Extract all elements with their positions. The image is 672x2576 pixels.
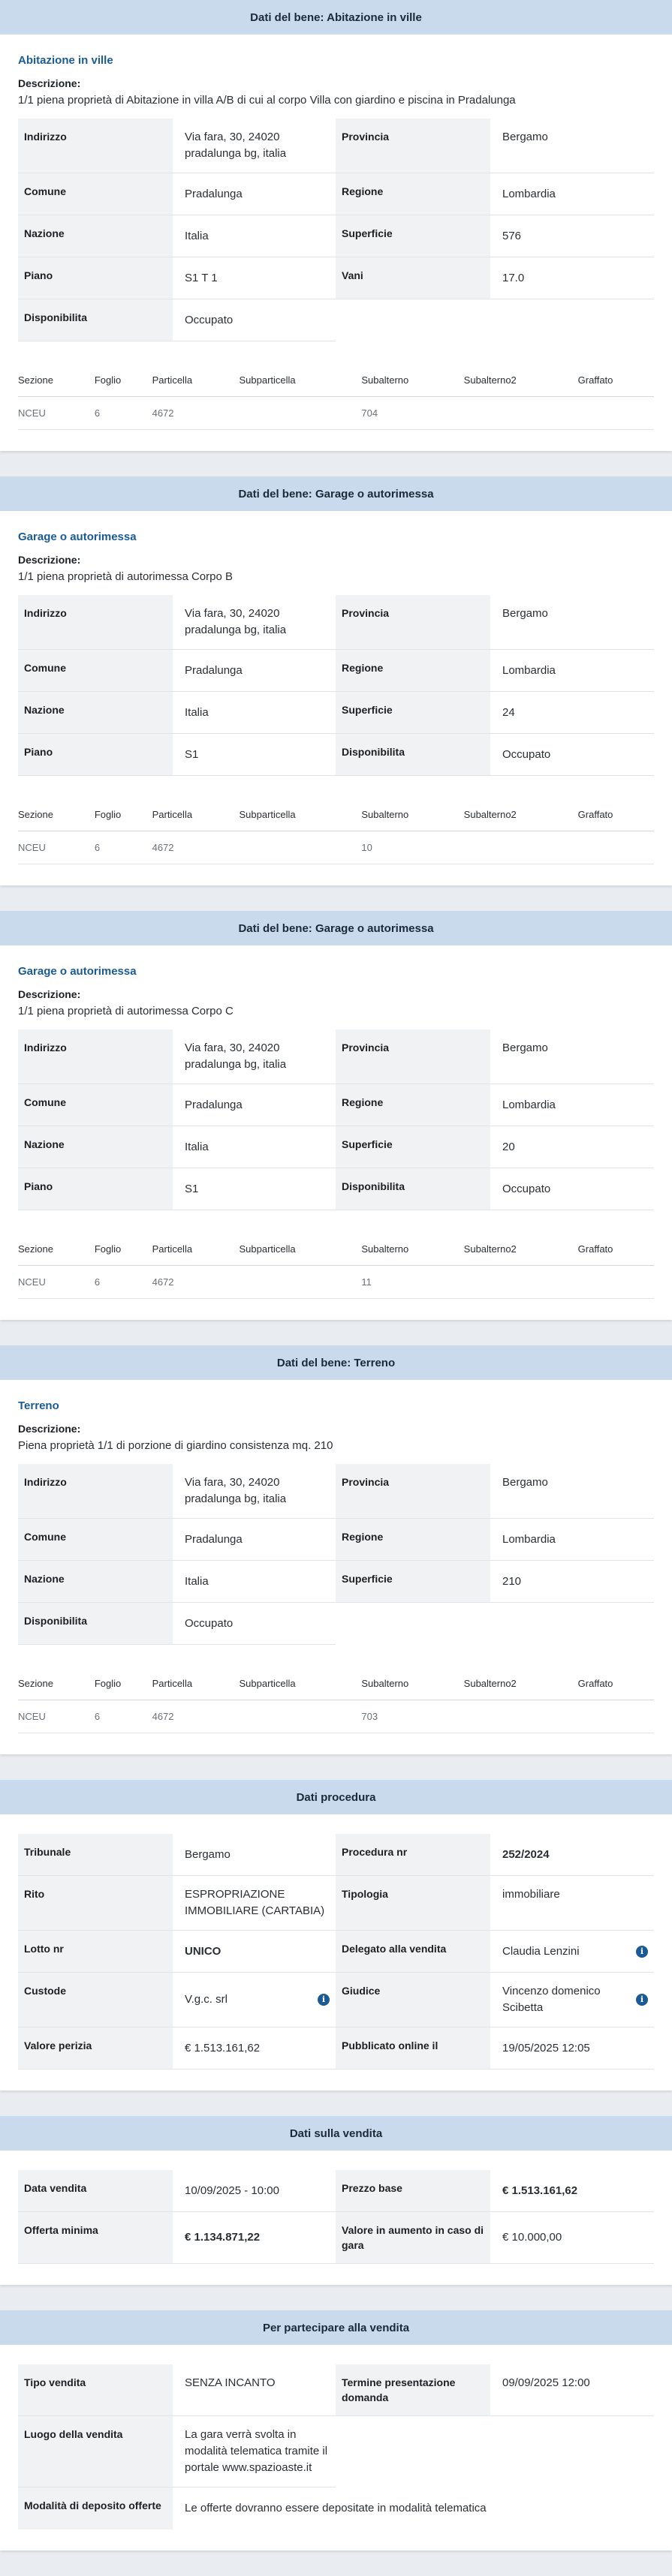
field-regione: Regione Lombardia <box>336 173 654 215</box>
field-nazione: Nazione Italia <box>18 1126 336 1168</box>
col-subalterno: Subalterno <box>361 1675 463 1700</box>
partecipare-grid <box>18 2364 654 2529</box>
col-particella: Particella <box>152 1675 240 1700</box>
asset-title: Terreno <box>18 1399 59 1412</box>
col-particella: Particella <box>152 1240 240 1266</box>
field-comune: Comune Pradalunga <box>18 173 336 215</box>
field-regione: Regione Lombardia <box>336 650 654 692</box>
col-graffato: Graffato <box>578 371 654 397</box>
field-piano: Piano S1 <box>18 1168 336 1210</box>
field-giudice: Giudice Vincenzo domenico Scibetta i <box>336 1973 654 2027</box>
col-graffato: Graffato <box>578 1675 654 1700</box>
card-header: Dati del bene: Abitazione in ville <box>0 0 672 35</box>
field-comune: Comune Pradalunga <box>18 1084 336 1126</box>
col-subalterno2: Subalterno2 <box>464 1675 578 1700</box>
field-tipo-vendita: Tipo vendita SENZA INCANTO <box>18 2364 336 2416</box>
col-subalterno: Subalterno <box>361 1240 463 1266</box>
field-indirizzo: Indirizzo Via fara, 30, 24020 pradalunga bg, italia <box>18 1029 336 1084</box>
procedura-grid <box>18 1834 654 2070</box>
field-superficie: Superficie 20 <box>336 1126 654 1168</box>
card-header: Dati del bene: Terreno <box>0 1345 672 1380</box>
cadastral-table <box>18 1240 654 1299</box>
field-custode: Custode V.g.c. srl i <box>18 1973 336 2027</box>
table-row: NCEU 6 4672 11 <box>18 1266 654 1299</box>
description-text: 1/1 piena proprietà di autorimessa Corpo C <box>18 1005 234 1017</box>
field-comune: Comune Pradalunga <box>18 1519 336 1561</box>
col-foglio: Foglio <box>95 1240 152 1266</box>
description-label: Descrizione: <box>18 77 81 89</box>
table-row: NCEU 6 4672 10 <box>18 831 654 864</box>
card-header: Dati sulla vendita <box>0 2116 672 2151</box>
col-subalterno: Subalterno <box>361 806 463 831</box>
card-header: Dati del bene: Garage o autorimessa <box>0 911 672 945</box>
col-sezione: Sezione <box>18 1675 95 1700</box>
field-provincia: Provincia Bergamo <box>336 1029 654 1084</box>
field-procedura-nr: Procedura nr 252/2024 <box>336 1834 654 1876</box>
description-label: Descrizione: <box>18 988 81 1000</box>
card-header: Dati del bene: Garage o autorimessa <box>0 476 672 511</box>
bene-card-4 <box>0 1345 672 1754</box>
details-grid <box>18 1464 654 1645</box>
asset-title: Garage o autorimessa <box>18 965 137 978</box>
table-row: NCEU 6 4672 704 <box>18 397 654 430</box>
col-sezione: Sezione <box>18 806 95 831</box>
card-header: Per partecipare alla vendita <box>0 2310 672 2345</box>
cadastral-table <box>18 371 654 430</box>
procedura-card <box>0 1780 672 2091</box>
cadastral-table <box>18 1675 654 1733</box>
card-header: Dati procedura <box>0 1780 672 1814</box>
cadastral-table <box>18 806 654 864</box>
description-text: 1/1 piena proprietà di Abitazione in villa A/B di cui al corpo Villa con giardino e piscina in Pradalunga <box>18 94 516 107</box>
description-label: Descrizione: <box>18 1423 81 1435</box>
field-provincia: Provincia Bergamo <box>336 1464 654 1519</box>
field-superficie: Superficie 24 <box>336 692 654 734</box>
details-grid <box>18 119 654 341</box>
field-disponibilita: Disponibilita Occupato <box>336 734 654 776</box>
col-foglio: Foglio <box>95 1675 152 1700</box>
col-particella: Particella <box>152 371 240 397</box>
custode-name: V.g.c. srl <box>185 1993 228 2006</box>
field-nazione: Nazione Italia <box>18 1561 336 1603</box>
partecipare-card <box>0 2310 672 2550</box>
col-sezione: Sezione <box>18 1240 95 1266</box>
details-grid <box>18 595 654 776</box>
field-vani: Vani 17.0 <box>336 257 654 299</box>
info-icon[interactable]: i <box>636 1994 648 2006</box>
table-row: NCEU 6 4672 703 <box>18 1700 654 1733</box>
info-icon[interactable]: i <box>636 1946 648 1958</box>
description-label: Descrizione: <box>18 554 81 566</box>
field-offerta-minima: Offerta minima € 1.134.871,22 <box>18 2212 336 2264</box>
field-lotto: Lotto nr UNICO <box>18 1931 336 1973</box>
col-subalterno2: Subalterno2 <box>464 1240 578 1266</box>
giudice-name: Vincenzo domenico Scibetta <box>502 1985 601 2014</box>
field-valore-perizia: Valore perizia € 1.513.161,62 <box>18 2027 336 2070</box>
delegato-name: Claudia Lenzini <box>502 1944 580 1958</box>
field-deposito: Modalità di deposito offerte Le offerte dovranno essere depositate in modalità telematica <box>18 2487 654 2529</box>
col-subparticella: Subparticella <box>239 1240 361 1266</box>
field-provincia: Provincia Bergamo <box>336 119 654 173</box>
col-foglio: Foglio <box>95 806 152 831</box>
description-text: 1/1 piena proprietà di autorimessa Corpo B <box>18 570 233 583</box>
field-delegato: Delegato alla vendita Claudia Lenzini i <box>336 1931 654 1973</box>
field-rito: Rito ESPROPRIAZIONE IMMOBILIARE (CARTABIA) <box>18 1876 336 1931</box>
description-text: Piena proprietà 1/1 di porzione di giardino consistenza mq. 210 <box>18 1439 333 1452</box>
field-nazione: Nazione Italia <box>18 692 336 734</box>
field-empty <box>336 2416 654 2487</box>
col-subparticella: Subparticella <box>239 371 361 397</box>
field-prezzo-base: Prezzo base € 1.513.161,62 <box>336 2170 654 2212</box>
field-disponibilita: Disponibilita Occupato <box>336 1168 654 1210</box>
bene-card-2 <box>0 476 672 885</box>
field-regione: Regione Lombardia <box>336 1084 654 1126</box>
field-superficie: Superficie 576 <box>336 215 654 257</box>
vendita-grid <box>18 2170 654 2264</box>
field-indirizzo: Indirizzo Via fara, 30, 24020 pradalunga bg, italia <box>18 119 336 173</box>
asset-title: Abitazione in ville <box>18 54 113 67</box>
field-nazione: Nazione Italia <box>18 215 336 257</box>
bene-card-3 <box>0 911 672 1320</box>
col-foglio: Foglio <box>95 371 152 397</box>
col-subparticella: Subparticella <box>239 806 361 831</box>
field-disponibilita: Disponibilita Occupato <box>18 1603 336 1645</box>
field-indirizzo: Indirizzo Via fara, 30, 24020 pradalunga bg, italia <box>18 1464 336 1519</box>
field-superficie: Superficie 210 <box>336 1561 654 1603</box>
field-aumento: Valore in aumento in caso di gara € 10.000,00 <box>336 2212 654 2264</box>
col-subalterno2: Subalterno2 <box>464 371 578 397</box>
field-tribunale: Tribunale Bergamo <box>18 1834 336 1876</box>
col-graffato: Graffato <box>578 1240 654 1266</box>
col-sezione: Sezione <box>18 371 95 397</box>
field-comune: Comune Pradalunga <box>18 650 336 692</box>
field-disponibilita: Disponibilita Occupato <box>18 299 336 341</box>
col-subalterno2: Subalterno2 <box>464 806 578 831</box>
field-luogo: Luogo della vendita La gara verrà svolta in modalità telematica tramite il portale www.spazioaste.it <box>18 2416 336 2487</box>
field-termine: Termine presentazione domanda 09/09/2025 12:00 <box>336 2364 654 2416</box>
field-piano: Piano S1 T 1 <box>18 257 336 299</box>
bene-card-1 <box>0 0 672 451</box>
field-tipologia: Tipologia immobiliare <box>336 1876 654 1931</box>
field-indirizzo: Indirizzo Via fara, 30, 24020 pradalunga bg, italia <box>18 595 336 650</box>
asset-title: Garage o autorimessa <box>18 531 137 543</box>
field-regione: Regione Lombardia <box>336 1519 654 1561</box>
field-piano: Piano S1 <box>18 734 336 776</box>
details-grid <box>18 1029 654 1210</box>
field-provincia: Provincia Bergamo <box>336 595 654 650</box>
info-icon[interactable]: i <box>318 1994 330 2006</box>
col-particella: Particella <box>152 806 240 831</box>
col-subparticella: Subparticella <box>239 1675 361 1700</box>
vendita-card <box>0 2116 672 2285</box>
field-data-vendita: Data vendita 10/09/2025 - 10:00 <box>18 2170 336 2212</box>
field-pubblicato: Pubblicato online il 19/05/2025 12:05 <box>336 2027 654 2070</box>
col-graffato: Graffato <box>578 806 654 831</box>
col-subalterno: Subalterno <box>361 371 463 397</box>
